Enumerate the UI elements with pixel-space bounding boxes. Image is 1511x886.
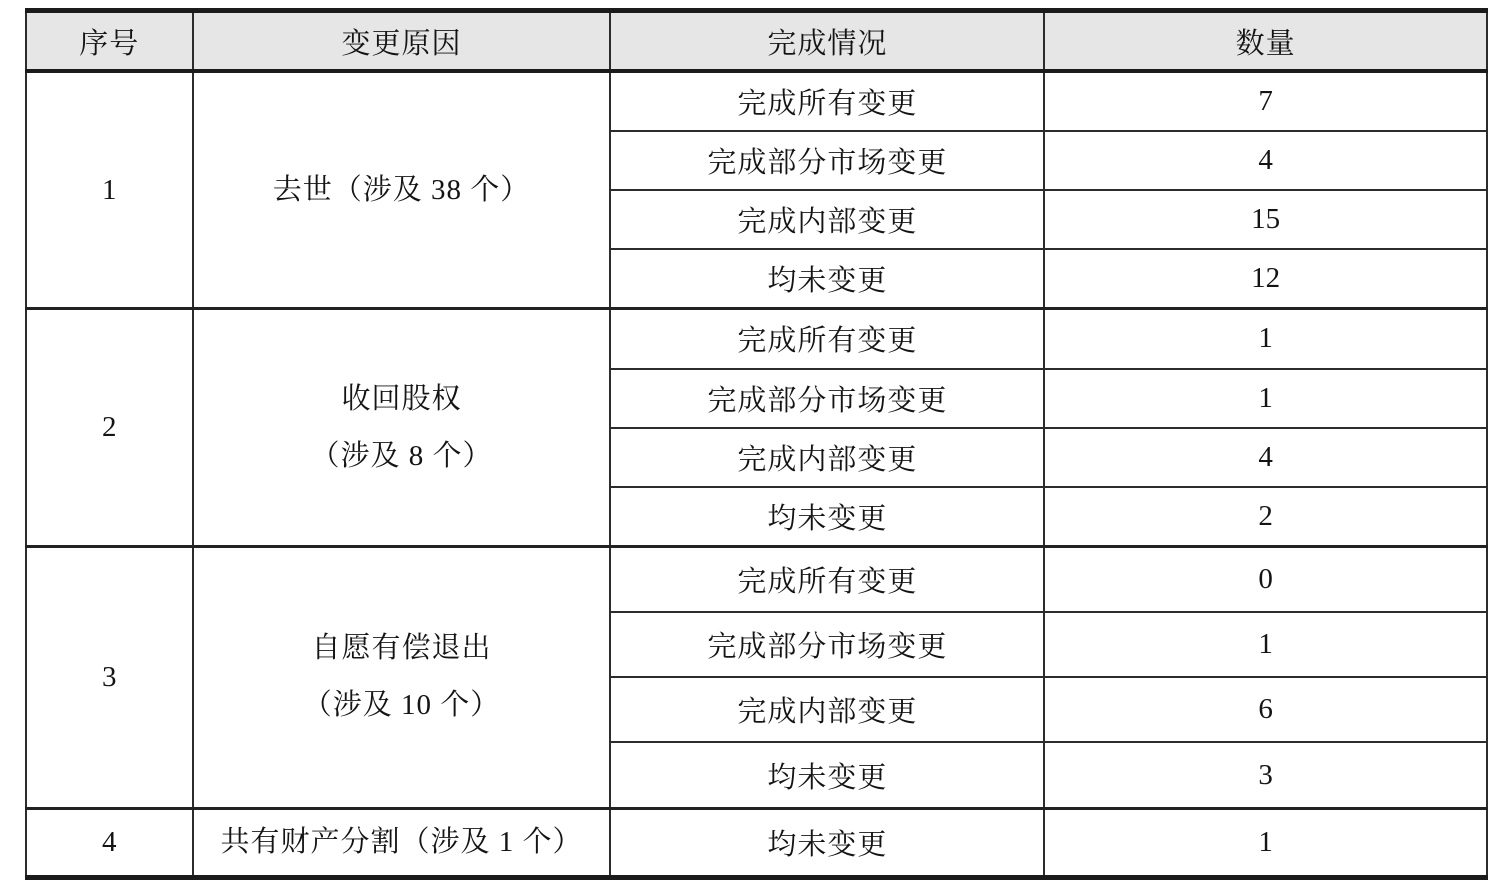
quantity-cell: 1 (1044, 808, 1487, 877)
quantity-cell: 7 (1044, 71, 1487, 131)
quantity-cell: 1 (1044, 369, 1487, 428)
status-cell: 完成内部变更 (610, 190, 1044, 249)
header-serial-number: 序号 (26, 11, 193, 72)
quantity-cell: 0 (1044, 546, 1487, 612)
header-change-reason: 变更原因 (193, 11, 611, 72)
reason-cell (193, 546, 611, 808)
status-cell: 均未变更 (610, 487, 1044, 547)
table-row (26, 71, 1487, 131)
quantity-cell: 1 (1044, 309, 1487, 369)
reason-cell (193, 71, 611, 309)
quantity-cell: 12 (1044, 249, 1487, 309)
table-row (26, 808, 1487, 877)
reason-cell (193, 309, 611, 546)
quantity-cell: 4 (1044, 428, 1487, 487)
row-number-cell: 1 (26, 71, 193, 309)
status-cell: 完成所有变更 (610, 546, 1044, 612)
row-number-cell: 3 (26, 546, 193, 808)
header-row (26, 11, 1487, 72)
group-1 (26, 71, 1487, 309)
table-row (26, 309, 1487, 369)
group-4 (26, 808, 1487, 877)
header-completion-status: 完成情况 (610, 11, 1044, 72)
quantity-cell: 2 (1044, 487, 1487, 547)
status-cell: 完成部分市场变更 (610, 612, 1044, 677)
reason-line: 收回股权 (341, 382, 462, 415)
reason-line: 去世（涉及 38 个） (272, 173, 531, 206)
header-quantity: 数量 (1044, 11, 1487, 72)
reason-line: 自愿有偿退出 (311, 632, 492, 665)
status-cell: 完成所有变更 (610, 71, 1044, 131)
group-3 (26, 546, 1487, 808)
quantity-cell: 3 (1044, 742, 1487, 808)
reason-cell (193, 808, 611, 877)
table-row (26, 546, 1487, 612)
status-cell: 完成部分市场变更 (610, 369, 1044, 428)
quantity-cell: 6 (1044, 677, 1487, 742)
quantity-cell: 4 (1044, 131, 1487, 190)
change-status-table (25, 8, 1488, 880)
reason-line: （涉及 8 个） (310, 439, 493, 472)
group-2 (26, 309, 1487, 546)
reason-line: 共有财产分割（涉及 1 个） (220, 825, 583, 858)
status-cell: 均未变更 (610, 249, 1044, 309)
table-header (26, 11, 1487, 72)
row-number-cell: 2 (26, 309, 193, 546)
status-cell: 均未变更 (610, 808, 1044, 877)
status-cell: 完成部分市场变更 (610, 131, 1044, 190)
quantity-cell: 15 (1044, 190, 1487, 249)
row-number-cell: 4 (26, 808, 193, 877)
status-cell: 完成内部变更 (610, 428, 1044, 487)
status-cell: 均未变更 (610, 742, 1044, 808)
reason-line: （涉及 10 个） (302, 689, 501, 722)
quantity-cell: 1 (1044, 612, 1487, 677)
status-cell: 完成内部变更 (610, 677, 1044, 742)
status-cell: 完成所有变更 (610, 309, 1044, 369)
